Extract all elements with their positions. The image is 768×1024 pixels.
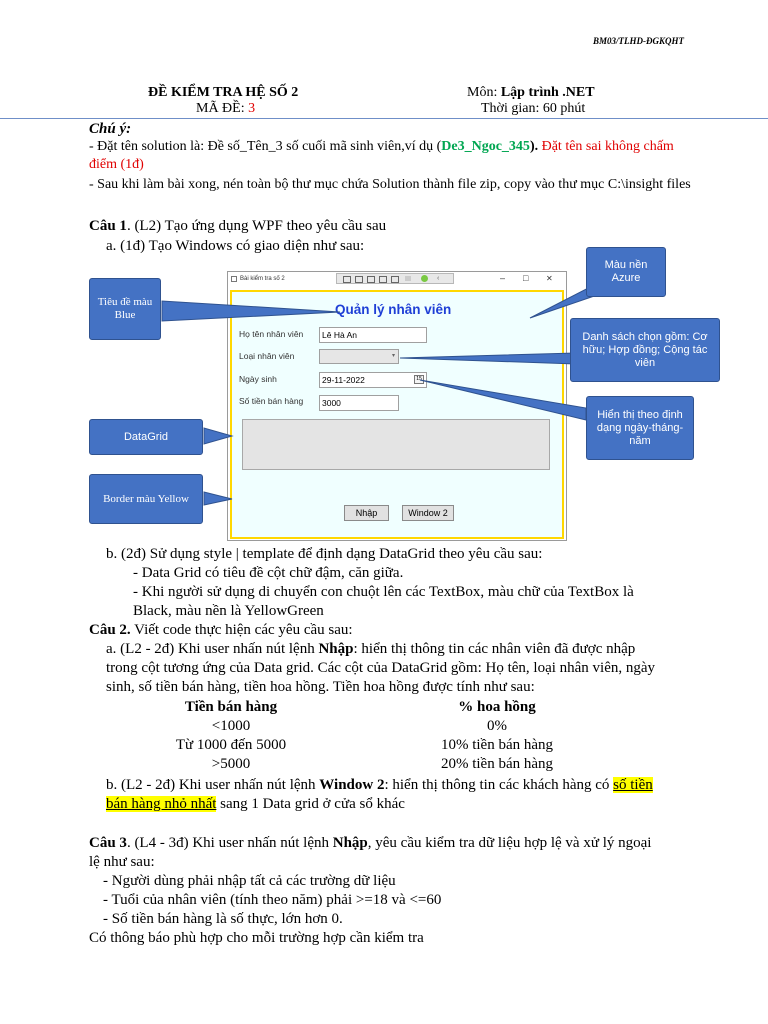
q1-b3: Black, màu nền là YellowGreen	[133, 603, 324, 619]
table-header-sales: Tiền bán hàng	[184, 699, 278, 715]
dob-value: 29-11-2022	[322, 375, 365, 385]
table-cell: Từ 1000 đến 5000	[175, 737, 287, 753]
sales-input[interactable]: 3000	[319, 395, 399, 411]
sales-label: Số tiền bán hàng	[239, 396, 304, 406]
close-button[interactable]: ✕	[546, 274, 553, 283]
table-cell: <1000	[211, 718, 251, 734]
q3-closing: Có thông báo phù hợp cho mỗi trường hợp cần kiểm tra	[89, 930, 424, 946]
dob-label: Ngày sinh	[239, 374, 277, 384]
note-warning: Đặt tên sai không chấm	[541, 139, 674, 154]
q2-b-bold: Window 2	[319, 777, 385, 793]
name-input[interactable]: Lê Hà An	[319, 327, 427, 343]
table-cell: 10% tiền bán hàng	[440, 737, 554, 753]
minimize-button[interactable]: –	[500, 273, 506, 283]
name-label: Họ tên nhân viên	[239, 329, 304, 339]
q3-post: , yêu cầu kiểm tra dữ liệu hợp lệ và xử lý ngoại	[367, 835, 652, 851]
q3-item: - Tuổi của nhân viên (tính theo năm) phải >=18 và <=60	[103, 892, 442, 908]
note-example: De3_Ngoc_345	[441, 139, 530, 154]
note-line-1-end: ).	[529, 139, 539, 154]
q1-b2: - Khi người sử dụng di chuyển con chuột lên các TextBox, màu chữ của TextBox là	[133, 584, 634, 600]
subject-label: Môn:	[467, 85, 498, 100]
exam-code-label: MÃ ĐỀ:	[196, 101, 245, 116]
table-row	[110, 755, 642, 774]
exam-title: ĐỀ KIỂM TRA HỆ SỐ 2	[148, 85, 299, 100]
commission-table	[110, 698, 642, 774]
table-header-row	[110, 698, 642, 717]
q3-bold: Nhập	[332, 835, 368, 851]
table-row	[110, 717, 642, 736]
subject-value: Lập trình .NET	[500, 85, 595, 100]
q3-pre: . (L4 - 3đ) Khi user nhấn nút lệnh	[126, 835, 333, 851]
table-cell: 0%	[487, 718, 507, 734]
callout-date-format: Hiển thị theo định dạng ngày-tháng-năm	[586, 396, 694, 460]
table-cell: >5000	[211, 756, 251, 772]
callout-title-blue: Tiêu đề màu Blue	[89, 278, 161, 340]
q2-heading	[89, 621, 353, 640]
callout-bg-azure: Màu nền Azure	[586, 247, 666, 297]
q2-a-post: : hiển thị thông tin các nhân viên đã được nhập	[353, 641, 636, 657]
pointer-list	[400, 353, 576, 364]
callout-border: Border màu Yellow	[89, 474, 203, 524]
exam-code-value: 3	[248, 101, 256, 116]
q2-b-pre: b. (L2 - 2đ) Khi user nhấn nút lệnh	[106, 777, 320, 793]
q3-item: - Số tiền bán hàng là số thực, lớn hơn 0.	[103, 911, 343, 927]
q2-a	[106, 640, 635, 659]
q1-b1: - Data Grid có tiêu đề cột chữ đậm, căn giữa.	[133, 565, 404, 581]
q3-heading	[89, 834, 651, 853]
q2-label: Câu 2.	[89, 622, 131, 638]
pointer-border	[204, 492, 232, 505]
q3-line2: lệ như sau:	[89, 854, 155, 870]
q1-label: Câu 1	[89, 218, 127, 234]
note-line-1-text: - Đặt tên solution là: Đề số_Tên_3 số cuối mã sinh viên,ví dụ (	[89, 139, 442, 154]
maximize-button[interactable]: □	[523, 273, 529, 283]
q2-a-line2: trong cột tương ứng của Data grid. Các cột của DataGrid gồm: Họ tên, loại nhân viên, ngày	[106, 660, 656, 676]
q2-b-highlight-2: bán hàng nhỏ nhất	[106, 796, 217, 812]
q2-b-highlight-1: số tiền	[613, 777, 653, 793]
toolbar-collapse-icon: ‹	[437, 275, 440, 282]
q1-a: a. (1đ) Tạo Windows có giao diện như sau:	[106, 238, 365, 254]
type-label: Loại nhân viên	[239, 351, 295, 361]
window2-button[interactable]: Window 2	[402, 505, 454, 521]
q2-b-post: : hiển thị thông tin các khách hàng có	[384, 777, 614, 793]
calendar-icon[interactable]: 15	[414, 375, 424, 384]
q2-a-line3: sinh, số tiền bán hàng, tiền hoa hồng. Tiền hoa hồng được tính như sau:	[106, 679, 535, 695]
note-title: Chú ý:	[89, 121, 132, 137]
input-button[interactable]: Nhập	[344, 505, 389, 521]
q3-item: - Người dùng phải nhập tất cả các trường dữ liệu	[103, 873, 396, 889]
exam-time: Thời gian: 60 phút	[481, 101, 586, 116]
q1-intro: . (L2) Tạo ứng dụng WPF theo yêu cầu sau	[126, 218, 387, 234]
q2-b-end: sang 1 Data grid ở cửa sổ khác	[216, 796, 405, 812]
form-code: BM03/TLHD-ĐGKQHT	[593, 36, 684, 46]
q3-label: Câu 3	[89, 835, 127, 851]
note-warning-2: điểm (1đ)	[89, 157, 144, 172]
q1-b: b. (2đ) Sử dụng style | template để định dạng DataGrid theo yêu cầu sau:	[106, 546, 543, 562]
pointer-title	[162, 301, 340, 321]
pointer-datagrid	[204, 428, 232, 444]
callout-list: Danh sách chọn gồm: Cơ hữu; Hợp đồng; Cộng tác viên	[570, 318, 720, 382]
note-line-3: - Sau khi làm bài xong, nén toàn bộ thư mục chứa Solution thành file zip, copy vào thư mục C:\insight files	[89, 177, 691, 192]
mock-window-title: Bài kiểm tra số 2	[240, 276, 285, 282]
q2-b	[106, 776, 653, 795]
q2-intro: Viết code thực hiện các yêu cầu sau:	[130, 622, 353, 638]
table-row	[110, 736, 642, 755]
callout-datagrid: DataGrid	[89, 419, 203, 455]
pointer-date	[420, 380, 586, 420]
table-cell: 20% tiền bán hàng	[440, 756, 554, 772]
mock-heading: Quản lý nhân viên	[335, 302, 452, 317]
q2-b-line2	[106, 795, 405, 814]
chevron-down-icon: ▾	[391, 353, 395, 359]
table-header-rate: % hoa hồng	[458, 699, 536, 715]
q2-a-pre: a. (L2 - 2đ) Khi user nhấn nút lệnh	[106, 641, 319, 657]
q2-a-bold: Nhập	[318, 641, 354, 657]
